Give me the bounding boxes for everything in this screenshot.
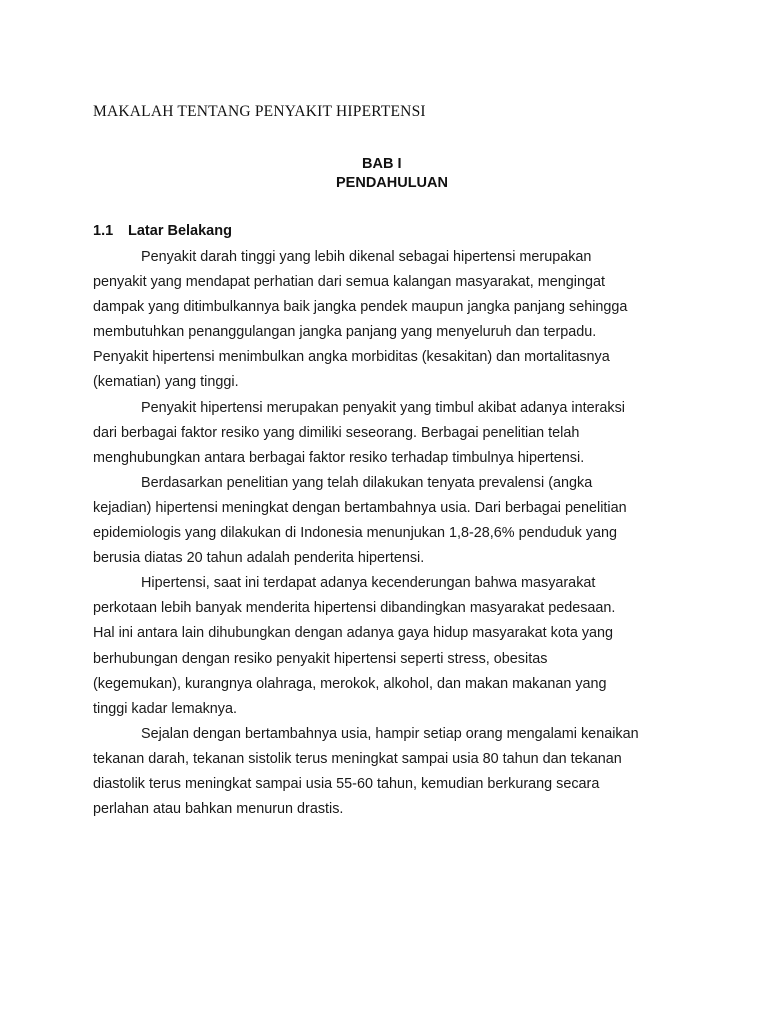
paragraph-2-line-3: menghubungkan antara berbagai faktor resiko terhadap timbulnya hipertensi. (93, 449, 585, 466)
paragraph-5-line-3: diastolik terus meningkat sampai usia 55-60 tahun, kemudian berkurang secara (93, 775, 600, 792)
paragraph-4-line-5: (kegemukan), kurangnya olahraga, merokok, alkohol, dan makan makanan yang (93, 675, 607, 692)
paragraph-1-line-1: Penyakit darah tinggi yang lebih dikenal sebagai hipertensi merupakan (141, 249, 592, 265)
paragraph-4-line-2: perkotaan lebih banyak menderita hipertensi dibandingkan masyarakat pedesaan. (93, 600, 616, 617)
paragraph-4-line-3: Hal ini antara lain dihubungkan dengan adanya gaya hidup masyarakat kota yang (93, 625, 614, 642)
paragraph-3-line-3: epidemiologis yang dilakukan di Indonesia menunjukan 1,8-28,6% penduduk yang (93, 525, 618, 542)
document-title: MAKALAH TENTANG PENYAKIT HIPERTENSI (93, 103, 426, 120)
chapter-number: BAB I (362, 156, 402, 172)
paragraph-5-line-4: perlahan atau bahkan menurun drastis. (93, 801, 344, 818)
paragraph-1-line-2: penyakit yang mendapat perhatian dari semua kalangan masyarakat, mengingat (93, 274, 605, 291)
paragraph-4-line-6: tinggi kadar lemaknya. (93, 700, 237, 717)
paragraph-4-line-4: berhubungan dengan resiko penyakit hipertensi seperti stress, obesitas (93, 650, 548, 667)
paragraph-5-line-1: Sejalan dengan bertambahnya usia, hampir setiap orang mengalami kenaikan (141, 725, 639, 742)
section-heading (93, 223, 232, 239)
paragraph-1-line-3: dampak yang ditimbulkannya baik jangka pendek maupun jangka panjang sehingga (93, 299, 628, 316)
paragraph-2-line-2: dari berbagai faktor resiko yang dimiliki seseorang. Berbagai penelitian telah (93, 424, 580, 441)
paragraph-1-line-4: membutuhkan penanggulangan jangka panjang yang menyeluruh dan terpadu. (93, 324, 597, 341)
chapter-name: PENDAHULUAN (336, 175, 448, 191)
body-text (93, 245, 693, 822)
paragraph-5-line-2: tekanan darah, tekanan sistolik terus meningkat sampai usia 80 tahun dan tekanan (93, 750, 622, 767)
paragraph-2-line-1: Penyakit hipertensi merupakan penyakit yang timbul akibat adanya interaksi (141, 399, 625, 416)
paragraph-3-line-4: berusia diatas 20 tahun adalah penderita hipertensi. (93, 550, 425, 567)
paragraph-3-line-1: Berdasarkan penelitian yang telah dilakukan tenyata prevalensi (angka (141, 474, 593, 491)
chapter-heading (0, 155, 768, 193)
paragraph-1-line-6: (kematian) yang tinggi. (93, 374, 239, 391)
paragraph-1-line-5: Penyakit hipertensi menimbulkan angka morbiditas (kesakitan) dan mortalitasnya (93, 349, 610, 366)
section-number: 1.1 (93, 223, 114, 239)
paragraph-4-line-1: Hipertensi, saat ini terdapat adanya kecenderungan bahwa masyarakat (141, 575, 596, 592)
section-title: Latar Belakang (128, 223, 232, 239)
paragraph-3-line-2: kejadian) hipertensi meningkat dengan bertambahnya usia. Dari berbagai penelitian (93, 499, 627, 516)
